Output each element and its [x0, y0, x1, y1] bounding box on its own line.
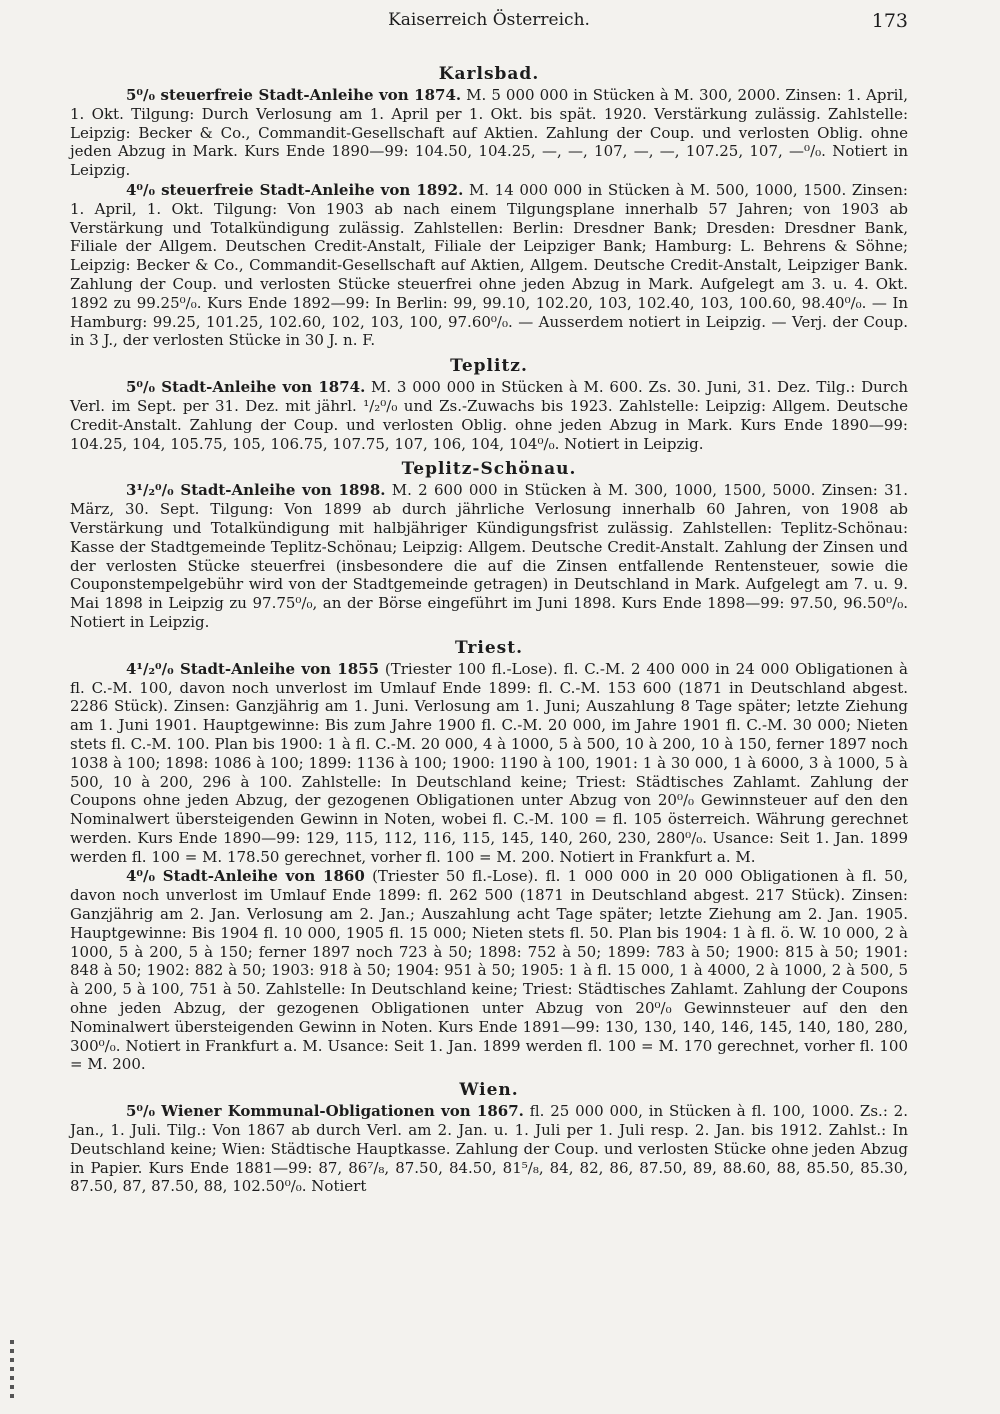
- bond-entry: [70, 378, 908, 453]
- bond-entry: [70, 660, 908, 867]
- bond-entry: [70, 867, 908, 1074]
- bond-text: M. 3 000 000 in Stücken à M. 600. Zs. 30. Juni, 31. Dez. Tilg.: Durch Verl. im Sept. per 31. Dez. mit jährl. ¹/₂⁰/₀ und Zs.-Zuwachs bis 1923. Zahlstelle: Leipzig: Allgem. Deutsche Credit-Anstalt. Zahlung der Coup. und verlosten Oblig. ohne jeden Abzug in Mark. Kurs Ende 1890—99: 104.25, 104, 105.75, 105, 106.75, 107.75, 107, 106, 104, 104⁰/₀. Notiert in Leipzig.: [70, 378, 909, 453]
- running-title: Kaiserreich Österreich.: [388, 10, 590, 30]
- bond-text: fl. 25 000 000, in Stücken à fl. 100, 1000. Zs.: 2. Jan., 1. Juli. Tilg.: Von 1867 ab durch Verl. am 2. Jan. u. 1. Juli per 1. Juli resp. 2. Jan. bis 1912. Zahlst.: In Deutschland keine; Wien: Städtische Hauptkasse. Zahlung der Coup. und verlosten Stücke ohne jeden Abzug in Papier. Kurs Ende 1881—99: 87, 86⁷/₈, 87.50, 84.50, 81⁵/₈, 84, 82, 86, 87.50, 89, 88.60, 88, 85.50, 85.30, 87.50, 87, 87.50, 88, 102.50⁰/₀. Notiert: [70, 1102, 908, 1196]
- bond-entry: [70, 481, 908, 631]
- bond-entry: [70, 86, 908, 180]
- bond-text: M. 2 600 000 in Stücken à M. 300, 1000, 1500, 5000. Zinsen: 31. März, 30. Sept. Tilgung: Von 1899 ab durch jährliche Verlosung innerhalb 60 Jahren, von 1908 ab Verstärkung und Totalkündigung mit halbjähriger Kündigungsfrist zulässig. Zahlstellen: Teplitz-Schönau: Kasse der Stadtgemeinde Teplitz-Schönau; Leipzig: Allgem. Deutsche Credit-Anstalt. Zahlung der Zinsen und der verlosten Stücke steuerfrei (insbesondere die auf die Zinsen entfallende Rentensteuer, sowie die Couponstempelgebühr wird von der Stadtgemeinde getragen) in Deutschland in Mark. Aufgelegt am 7. u. 9. Mai 1898 in Leipzig zu 97.75⁰/₀, an der Börse eingeführt im Juni 1898. Kurs Ende 1898—99: 97.50, 96.50⁰/₀. Notiert in Leipzig.: [70, 481, 908, 631]
- bond-title: 5⁰/₀ Stadt-Anleihe von 1874.: [126, 378, 366, 397]
- section-title-wien: Wien.: [459, 1080, 519, 1101]
- page-number: 173: [871, 10, 908, 32]
- section-title-triest: Triest.: [455, 637, 523, 658]
- bond-text: M. 14 000 000 in Stücken à M. 500, 1000, 1500. Zinsen: 1. April, 1. Okt. Tilgung: Von 1903 ab nach einem Tilgungsplane innerhalb 57 Jahren; von 1903 ab Verstärkung und Totalkündigung zulässig. Zahlstellen: Berlin: Dresdner Bank; Dresden: Dresdner Bank, Filiale der Allgem. Deutschen Credit-Anstalt, Filiale der Leipziger Bank; Hamburg: L. Behrens & Söhne; Leipzig: Becker & Co., Commandit-Gesellschaft auf Aktien, Allgem. Deutsche Credit-Anstalt, Leipziger Bank. Zahlung der Coup. und verlosten Stücke steuerfrei ohne jeden Abzug in Mark. Aufgelegt am 3. u. 4. Okt. 1892 zu 99.25⁰/₀. Kurs Ende 1892—99: In Berlin: 99, 99.10, 102.20, 103, 102.40, 103, 100.60, 98.40⁰/₀. — In Hamburg: 99.25, 101.25, 102.60, 102, 103, 100, 97.60⁰/₀. — Ausserdem notiert in Leipzig. — Verj. der Coup. in 3 J., der verlosten Stücke in 30 J. n. F.: [70, 180, 908, 350]
- bond-title: 5⁰/₀ steuerfreie Stadt-Anleihe von 1874.: [126, 86, 462, 104]
- section-title-teplitz: Teplitz.: [450, 356, 528, 377]
- bond-entry: [70, 1102, 908, 1196]
- bond-text: (Triester 100 fl.-Lose). fl. C.-M. 2 400 000 in 24 000 Obligationen à fl. C.-M. 100, davon noch unverlost im Umlauf Ende 1899: fl. C.-M. 153 600 (1871 in Deutschland abgest. 2286 Stück). Zinsen: Ganzjährig am 1. Juni. Verlosung am 1. Juni; Auszahlung 8 Tage später; letzte Ziehung am 1. Juni 1901. Hauptgewinne: Bis zum Jahre 1900 fl. C.-M. 20 000, im Jahre 1901 fl. C.-M. 30 000; Nieten stets fl. C.-M. 100. Plan bis 1900: 1 à fl. C.-M. 20 000, 4 à 1000, 5 à 500, 10 à 200, 10 à 150, ferner 1897 noch 1038 à 100; 1898: 1086 à 100; 1899: 1136 à 100; 1900: 1190 à 100, 1901: 1 à 30 000, 1 à 6000, 3 à 1000, 5 à 500, 10 à 200, 296 à 100. Zahlstelle: In Deutschland keine; Triest: Städtisches Zahlamt. Zahlung der Coupons ohne jeden Abzug, der gezogenen Obligationen unter Abzug von 20⁰/₀ Gewinnsteuer auf den den Nominalwert übersteigenden Gewinn in Noten, wobei fl. C.-M. 100 = fl. 105 österreich. Währung gerechnet werden. Kurs Ende 1890—99: 129, 115, 112, 116, 115, 145, 140, 260, 230, 280⁰/₀. Usance: Seit 1. Jan. 1899 werden fl. 100 = M. 178.50 gerechnet, vorher fl. 100 = M. 200. Notiert in Frankfurt a. M.: [70, 659, 909, 866]
- bond-entry: [70, 181, 908, 350]
- bond-title: 3¹/₂⁰/₀ Stadt-Anleihe von 1898.: [126, 481, 386, 500]
- scan-edge-marks: [10, 1340, 14, 1400]
- bond-text: (Triester 50 fl.-Lose). fl. 1 000 000 in 20 000 Obligationen à fl. 50, davon noch unverlost im Umlauf Ende 1899: fl. 262 500 (1871 in Deutschland abgest. 217 Stück). Zinsen: Ganzjährig am 2. Jan. Verlosung am 2. Jan.; Auszahlung acht Tage später; letzte Ziehung am 2. Jan. 1905. Hauptgewinne: Bis 1904 fl. 10 000, 1905 fl. 15 000; Nieten stets fl. 50. Plan bis 1904: 1 à fl. ö. W. 10 000, 2 à 1000, 5 à 200, 5 à 150; ferner 1897 noch 723 à 50; 1898: 752 à 50; 1899: 783 à 50; 1900: 815 à 50; 1901: 848 à 50; 1902: 882 à 50; 1903: 918 à 50; 1904: 951 à 50; 1905: 1 à fl. 15 000, 1 à 4000, 2 à 1000, 2 à 500, 5 à 200, 5 à 100, 751 à 50. Zahlstelle: In Deutschland keine; Triest: Städtisches Zahlamt. Zahlung der Coupons ohne jeden Abzug, der gezogenen Obligationen unter Abzug von 20⁰/₀ Gewinnsteuer auf den den Nominalwert übersteigenden Gewinn in Noten. Kurs Ende 1891—99: 130, 130, 140, 146, 145, 140, 180, 280, 300⁰/₀. Notiert in Frankfurt a. M. Usance: Seit 1. Jan. 1899 werden fl. 100 = M. 170 gerechnet, vorher fl. 100 = M. 200.: [70, 867, 908, 1074]
- bond-title: 4¹/₂⁰/₀ Stadt-Anleihe von 1855: [126, 659, 380, 678]
- document-page: [70, 0, 908, 1414]
- bond-title: 5⁰/₀ Wiener Kommunal-Obligationen von 1867.: [126, 1102, 524, 1121]
- section-title-teplitz-schoenau: Teplitz-Schönau.: [401, 459, 577, 480]
- bond-title: 4⁰/₀ Stadt-Anleihe von 1860: [126, 867, 365, 886]
- page-header: [70, 10, 908, 36]
- section-title-karlsbad: Karlsbad.: [438, 64, 540, 84]
- bond-text: M. 5 000 000 in Stücken à M. 300, 2000. Zinsen: 1. April, 1. Okt. Tilgung: Durch Verlosung am 1. April per 1. Okt. bis spät. 1920. Verstärkung zulässig. Zahlstelle: Leipzig: Becker & Co., Commandit-Gesellschaft auf Aktien. Zahlung der Coup. und verlosten Oblig. ohne jeden Abzug in Mark. Kurs Ende 1890—99: 104.50, 104.25, —, —, 107, —, —, 107.25, 107, —⁰/₀. Notiert in Leipzig.: [70, 86, 908, 180]
- bond-title: 4⁰/₀ steuerfreie Stadt-Anleihe von 1892.: [126, 180, 464, 199]
- page-content: [70, 58, 908, 1197]
